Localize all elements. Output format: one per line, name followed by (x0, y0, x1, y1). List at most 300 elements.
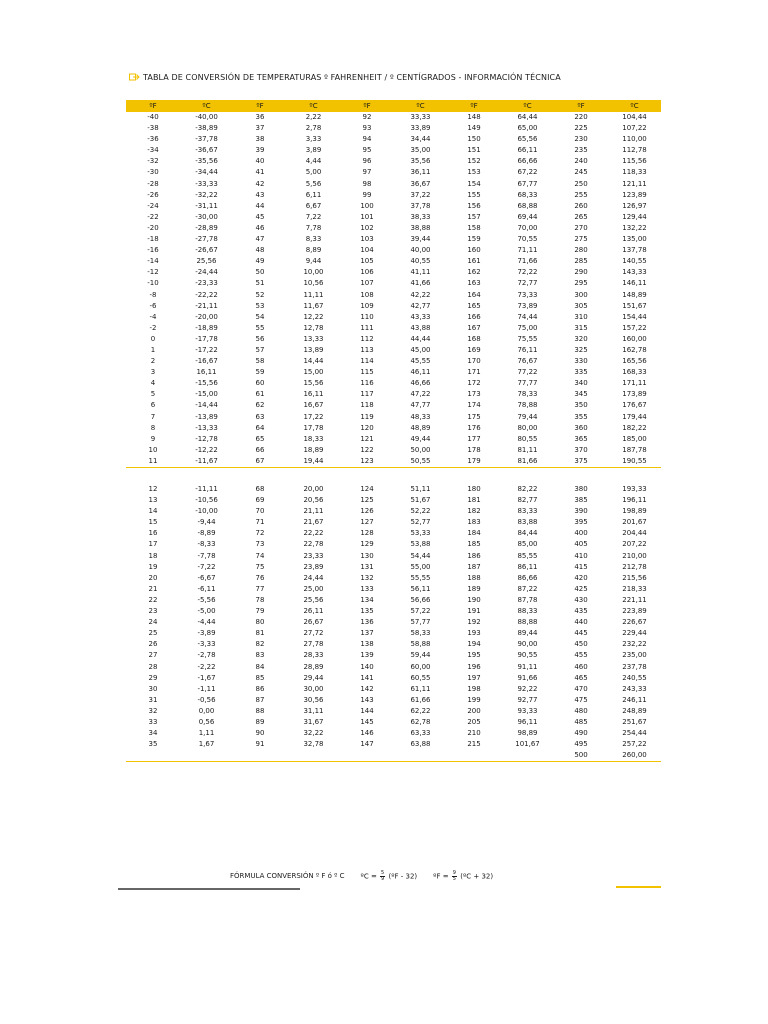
cell-celsius: 20,00 (303, 485, 324, 493)
cell-celsius: 121,11 (622, 179, 647, 188)
cell-celsius: 52,22 (410, 507, 431, 516)
cell-fahrenheit: 166 (467, 312, 481, 321)
cell-celsius: -12,78 (195, 434, 218, 443)
fraction-numerator: 9 (452, 869, 456, 876)
cell-celsius: 87,78 (517, 595, 538, 604)
cell-fahrenheit: 10 (148, 445, 158, 454)
cell-celsius: -14,44 (195, 401, 218, 410)
header-fahrenheit: ºF (447, 100, 501, 112)
cell-fahrenheit: 185 (467, 540, 481, 549)
cell-fahrenheit: 36 (255, 113, 265, 121)
cell-fahrenheit: 129 (360, 540, 374, 549)
table-row (126, 412, 661, 423)
header-celsius: ºC (608, 100, 661, 112)
cell-fahrenheit: 12 (148, 485, 158, 493)
cell-fahrenheit: 90 (255, 729, 265, 738)
cell-celsius: 16,67 (303, 401, 324, 410)
cell-celsius: 31,67 (303, 717, 324, 726)
cell-fahrenheit: 265 (574, 212, 588, 221)
cell-celsius: 3,89 (305, 146, 322, 155)
table-row (126, 301, 661, 312)
cell-fahrenheit: 132 (360, 573, 374, 582)
cell-celsius: 2,78 (305, 124, 322, 133)
cell-celsius: 84,44 (517, 529, 538, 538)
cell-celsius: -13,33 (195, 423, 218, 432)
cell-celsius: -7,22 (197, 562, 216, 571)
cell-celsius: 46,66 (410, 379, 431, 388)
table-row (126, 290, 661, 301)
cell-celsius: 5,00 (305, 168, 322, 177)
cell-fahrenheit: 193 (467, 629, 481, 638)
cell-fahrenheit: 89 (255, 717, 265, 726)
cell-celsius: 207,22 (622, 540, 647, 549)
cell-fahrenheit: -36 (147, 135, 159, 144)
cell-fahrenheit: 121 (360, 434, 374, 443)
cell-fahrenheit: 26 (148, 640, 158, 649)
cell-celsius: 29,44 (303, 673, 324, 682)
cell-celsius: 51,11 (410, 485, 431, 493)
cell-fahrenheit: 34 (148, 729, 158, 738)
cell-fahrenheit: 400 (574, 529, 588, 538)
cell-fahrenheit: 180 (467, 485, 481, 493)
cell-fahrenheit: 490 (574, 729, 588, 738)
cell-celsius: -34,44 (195, 168, 218, 177)
cell-celsius: 171,11 (622, 379, 647, 388)
cell-celsius: 48,89 (410, 423, 431, 432)
cell-celsius: 85,55 (517, 551, 538, 560)
cell-celsius: 83,33 (517, 507, 538, 516)
cell-fahrenheit: 32 (148, 706, 158, 715)
cell-fahrenheit: -12 (147, 268, 159, 277)
cell-fahrenheit (233, 750, 287, 762)
cell-fahrenheit: 350 (574, 401, 588, 410)
header-celsius: ºC (394, 100, 447, 112)
cell-fahrenheit: 52 (255, 290, 265, 299)
cell-fahrenheit: 19 (148, 562, 158, 571)
cell-celsius: 78,88 (517, 401, 538, 410)
cell-celsius: 47,77 (410, 401, 431, 410)
cell-celsius: 53,88 (410, 540, 431, 549)
cell-celsius: 7,78 (305, 223, 322, 232)
cell-celsius: 86,66 (517, 573, 538, 582)
cell-celsius: 65,56 (517, 135, 538, 144)
cell-fahrenheit: 144 (360, 706, 374, 715)
cell-celsius: 40,55 (410, 257, 431, 266)
formula-f-prefix: ºF = (433, 872, 449, 880)
cell-celsius: 112,78 (622, 146, 647, 155)
cell-celsius: 10,00 (303, 268, 324, 277)
table-row (126, 356, 661, 367)
cell-fahrenheit: 35 (148, 740, 158, 749)
cell-fahrenheit: 6 (150, 401, 156, 410)
cell-fahrenheit: 13 (148, 496, 158, 505)
fraction-numerator: 5 (381, 869, 385, 876)
cell-celsius: 63,88 (410, 740, 431, 749)
cell-celsius: 179,44 (622, 412, 647, 421)
cell-celsius: 80,00 (517, 423, 538, 432)
cell-celsius: 254,44 (622, 729, 647, 738)
cell-celsius: -24,44 (195, 268, 218, 277)
cell-celsius: 17,78 (303, 423, 324, 432)
table-row (126, 334, 661, 345)
cell-fahrenheit: 295 (574, 279, 588, 288)
cell-fahrenheit: 168 (467, 334, 481, 343)
cell-celsius: 248,89 (622, 706, 647, 715)
cell-celsius: 22,78 (303, 540, 324, 549)
cell-fahrenheit: 105 (360, 257, 374, 266)
cell-celsius: 40,00 (410, 246, 431, 255)
cell-celsius: 73,33 (517, 290, 538, 299)
cell-celsius: 246,11 (622, 695, 647, 704)
cell-celsius: 16,11 (303, 390, 324, 399)
cell-celsius: -13,89 (195, 412, 218, 421)
cell-celsius: 118,33 (622, 168, 647, 177)
conversion-table-1 (126, 100, 661, 468)
cell-fahrenheit: 135 (360, 607, 374, 616)
cell-celsius: 140,55 (622, 257, 647, 266)
cell-fahrenheit: 195 (467, 651, 481, 660)
cell-fahrenheit: 147 (360, 740, 374, 749)
cell-fahrenheit: 110 (360, 312, 374, 321)
cell-fahrenheit: 310 (574, 312, 588, 321)
cell-fahrenheit: 183 (467, 518, 481, 527)
cell-celsius: 48,33 (410, 412, 431, 421)
cell-fahrenheit: 410 (574, 551, 588, 560)
cell-fahrenheit: 395 (574, 518, 588, 527)
cell-celsius: 82,77 (517, 496, 538, 505)
cell-fahrenheit: 485 (574, 717, 588, 726)
cell-celsius: 72,22 (517, 268, 538, 277)
cell-fahrenheit: 126 (360, 507, 374, 516)
cell-fahrenheit: 158 (467, 223, 481, 232)
cell-celsius: 58,88 (410, 640, 431, 649)
cell-fahrenheit: 38 (255, 135, 265, 144)
cell-celsius: 232,22 (622, 640, 647, 649)
cell-fahrenheit: 69 (255, 496, 265, 505)
table-row (126, 750, 661, 762)
cell-fahrenheit: 56 (255, 334, 265, 343)
cell-fahrenheit: 92 (362, 113, 372, 121)
table-row (126, 112, 661, 123)
header-celsius: ºC (501, 100, 554, 112)
cell-celsius: 93,33 (517, 706, 538, 715)
cell-fahrenheit: 325 (574, 345, 588, 354)
cell-fahrenheit (447, 750, 501, 762)
table-row (126, 573, 661, 584)
cell-celsius: 35,00 (410, 146, 431, 155)
cell-fahrenheit: -16 (147, 246, 159, 255)
cell-celsius: 13,89 (303, 345, 324, 354)
cell-celsius: 137,78 (622, 246, 647, 255)
table-row (126, 223, 661, 234)
cell-celsius: 66,66 (517, 157, 538, 166)
cell-fahrenheit: 22 (148, 595, 158, 604)
cell-fahrenheit: 305 (574, 301, 588, 310)
cell-celsius: 15,00 (303, 368, 324, 377)
cell-celsius: 30,00 (303, 684, 324, 693)
cell-fahrenheit: -6 (149, 301, 157, 310)
cell-fahrenheit: 140 (360, 662, 374, 671)
cell-fahrenheit: 54 (255, 312, 265, 321)
cell-celsius: -3,33 (197, 640, 216, 649)
cell-fahrenheit: 470 (574, 684, 588, 693)
cell-fahrenheit: 415 (574, 562, 588, 571)
cell-celsius: 12,22 (303, 312, 324, 321)
cell-celsius: 26,67 (303, 618, 324, 627)
cell-celsius: -26,67 (195, 246, 218, 255)
table-row (126, 278, 661, 289)
cell-fahrenheit: 181 (467, 496, 481, 505)
cell-fahrenheit: 150 (467, 135, 481, 144)
cell-celsius: 90,55 (517, 651, 538, 660)
cell-fahrenheit: 4 (150, 379, 156, 388)
cell-celsius: 10,56 (303, 279, 324, 288)
cell-fahrenheit: 189 (467, 584, 481, 593)
cell-fahrenheit: 93 (362, 124, 372, 133)
table-row (126, 628, 661, 639)
cell-fahrenheit: 176 (467, 423, 481, 432)
cell-fahrenheit: 191 (467, 607, 481, 616)
table-row (126, 717, 661, 728)
cell-celsius: 115,56 (622, 157, 647, 166)
cell-celsius: 212,78 (622, 562, 647, 571)
cell-fahrenheit: 197 (467, 673, 481, 682)
cell-fahrenheit: 151 (467, 146, 481, 155)
cell-celsius: 66,11 (517, 146, 538, 155)
cell-celsius: 67,22 (517, 168, 538, 177)
cell-celsius: 235,00 (622, 651, 647, 660)
cell-fahrenheit: 125 (360, 496, 374, 505)
footer-rule-left (118, 888, 300, 890)
cell-celsius: 47,22 (410, 390, 431, 399)
cell-celsius: 51,67 (410, 496, 431, 505)
cell-fahrenheit: 450 (574, 640, 588, 649)
cell-celsius: 70,00 (517, 223, 538, 232)
cell-fahrenheit: 178 (467, 445, 481, 454)
cell-fahrenheit: 138 (360, 640, 374, 649)
cell-celsius: 25,56 (303, 595, 324, 604)
cell-fahrenheit: 85 (255, 673, 265, 682)
cell-fahrenheit: 250 (574, 179, 588, 188)
cell-celsius: 54,44 (410, 551, 431, 560)
cell-celsius: -5,56 (197, 595, 216, 604)
table-row (126, 662, 661, 673)
header-fahrenheit: ºF (340, 100, 394, 112)
cell-celsius: 30,56 (303, 695, 324, 704)
cell-fahrenheit: 5 (150, 390, 156, 399)
cell-fahrenheit: 360 (574, 423, 588, 432)
cell-fahrenheit: 155 (467, 190, 481, 199)
cell-celsius: 28,33 (303, 651, 324, 660)
cell-fahrenheit: 275 (574, 235, 588, 244)
cell-fahrenheit: 385 (574, 496, 588, 505)
cell-celsius: 104,44 (622, 113, 647, 121)
cell-fahrenheit: 66 (255, 445, 265, 454)
cell-fahrenheit: 480 (574, 706, 588, 715)
cell-celsius: 157,22 (622, 323, 647, 332)
cell-fahrenheit: 165 (467, 301, 481, 310)
cell-celsius: -2,22 (197, 662, 216, 671)
cell-celsius: 53,33 (410, 529, 431, 538)
cell-fahrenheit: 70 (255, 507, 265, 516)
table-row (126, 539, 661, 550)
cell-celsius: 75,00 (517, 323, 538, 332)
table-row (126, 595, 661, 606)
cell-fahrenheit: 33 (148, 717, 158, 726)
cell-fahrenheit: 425 (574, 584, 588, 593)
header-fahrenheit: ºF (554, 100, 608, 112)
formula-c-prefix: ºC = (360, 872, 377, 880)
cell-celsius: 21,67 (303, 518, 324, 527)
cell-fahrenheit: 162 (467, 268, 481, 277)
cell-celsius: -6,67 (197, 573, 216, 582)
table-row (126, 456, 661, 468)
cell-celsius: 160,00 (622, 334, 647, 343)
cell-celsius: 45,00 (410, 345, 431, 354)
cell-celsius: 33,89 (410, 124, 431, 133)
cell-celsius: 15,56 (303, 379, 324, 388)
cell-celsius: 11,67 (303, 301, 324, 310)
cell-fahrenheit: -8 (149, 290, 157, 299)
cell-fahrenheit: 164 (467, 290, 481, 299)
cell-celsius: 22,22 (303, 529, 324, 538)
cell-fahrenheit: 87 (255, 695, 265, 704)
cell-celsius: 3,33 (305, 135, 322, 144)
cell-fahrenheit: -20 (147, 223, 159, 232)
cell-fahrenheit: 106 (360, 268, 374, 277)
cell-fahrenheit: 117 (360, 390, 374, 399)
cell-fahrenheit: 127 (360, 518, 374, 527)
cell-fahrenheit: 103 (360, 235, 374, 244)
cell-fahrenheit: 170 (467, 357, 481, 366)
cell-celsius: 19,44 (287, 456, 340, 468)
cell-fahrenheit: 146 (360, 729, 374, 738)
cell-fahrenheit: 430 (574, 595, 588, 604)
cell-celsius: 107,22 (622, 124, 647, 133)
cell-fahrenheit: 111 (360, 323, 374, 332)
cell-celsius: 86,11 (517, 562, 538, 571)
table-row (126, 389, 661, 400)
cell-fahrenheit: 11 (126, 456, 180, 468)
cell-fahrenheit: 62 (255, 401, 265, 410)
cell-fahrenheit: 59 (255, 368, 265, 377)
cell-celsius: 215,56 (622, 573, 647, 582)
fraction-9-5 (452, 871, 457, 882)
cell-celsius: -11,11 (195, 485, 218, 493)
cell-celsius: 9,44 (305, 257, 322, 266)
cell-celsius: 229,44 (622, 629, 647, 638)
cell-celsius: 237,78 (622, 662, 647, 671)
cell-celsius: -21,11 (195, 301, 218, 310)
cell-celsius: 218,33 (622, 584, 647, 593)
table-row (126, 234, 661, 245)
cell-fahrenheit: 55 (255, 323, 265, 332)
cell-fahrenheit: -40 (147, 113, 159, 121)
cell-celsius: 60,55 (410, 673, 431, 682)
cell-celsius: 0,00 (198, 706, 215, 715)
cell-fahrenheit: 79 (255, 607, 265, 616)
cell-fahrenheit: 280 (574, 246, 588, 255)
cell-fahrenheit: 101 (360, 212, 374, 221)
cell-celsius: 18,33 (303, 434, 324, 443)
cell-celsius: 44,44 (410, 334, 431, 343)
cell-celsius: 31,11 (303, 706, 324, 715)
cell-fahrenheit: 104 (360, 246, 374, 255)
cell-fahrenheit: 45 (255, 212, 265, 221)
cell-celsius (394, 750, 447, 762)
cell-celsius: 123,89 (622, 190, 647, 199)
cell-fahrenheit: 465 (574, 673, 588, 682)
cell-fahrenheit: 97 (362, 168, 372, 177)
cell-fahrenheit: 17 (148, 540, 158, 549)
cell-fahrenheit: 73 (255, 540, 265, 549)
cell-celsius: 6,67 (305, 201, 322, 210)
cell-fahrenheit: 118 (360, 401, 374, 410)
cell-celsius: 81,11 (517, 445, 538, 454)
table-row (126, 190, 661, 201)
table-row (126, 345, 661, 356)
fraction-denominator: 9 (381, 875, 385, 882)
cell-celsius: 39,44 (410, 235, 431, 244)
cell-fahrenheit: 137 (360, 629, 374, 638)
cell-celsius: -6,11 (197, 584, 216, 593)
cell-fahrenheit: 75 (255, 562, 265, 571)
header-fahrenheit: ºF (126, 100, 180, 112)
cell-fahrenheit: 152 (467, 157, 481, 166)
table-row (126, 606, 661, 617)
cell-celsius: -28,89 (195, 223, 218, 232)
cell-fahrenheit (126, 750, 180, 762)
cell-fahrenheit: 71 (255, 518, 265, 527)
cell-fahrenheit: -26 (147, 190, 159, 199)
cell-celsius: 198,89 (622, 507, 647, 516)
cell-fahrenheit: 163 (467, 279, 481, 288)
cell-celsius: 71,11 (517, 246, 538, 255)
cell-fahrenheit: 210 (467, 729, 481, 738)
cell-fahrenheit: -32 (147, 157, 159, 166)
cell-celsius: 1,11 (198, 729, 215, 738)
cell-celsius: 57,22 (410, 607, 431, 616)
cell-fahrenheit: 186 (467, 551, 481, 560)
cell-fahrenheit: 49 (255, 257, 265, 266)
cell-fahrenheit: 255 (574, 190, 588, 199)
cell-fahrenheit: 142 (360, 684, 374, 693)
cell-celsius: 151,67 (622, 301, 647, 310)
cell-fahrenheit: 37 (255, 124, 265, 133)
cell-celsius: 85,00 (517, 540, 538, 549)
cell-fahrenheit: 157 (467, 212, 481, 221)
conversion-table-wrap (126, 100, 660, 762)
cell-celsius: 126,97 (622, 201, 647, 210)
table-row (126, 584, 661, 595)
cell-celsius: 88,33 (517, 607, 538, 616)
cell-fahrenheit: 27 (148, 651, 158, 660)
cell-fahrenheit: 113 (360, 345, 374, 354)
cell-celsius: -7,78 (197, 551, 216, 560)
cell-fahrenheit: 143 (360, 695, 374, 704)
cell-fahrenheit: 355 (574, 412, 588, 421)
cell-celsius: 23,89 (303, 562, 324, 571)
formula-f-suffix: (ºC + 32) (460, 872, 494, 880)
cell-celsius: 1,67 (198, 740, 215, 749)
cell-fahrenheit: 225 (574, 124, 588, 133)
cell-celsius: 182,22 (622, 423, 647, 432)
cell-fahrenheit: 475 (574, 695, 588, 704)
cell-fahrenheit: 25 (148, 629, 158, 638)
cell-celsius: -30,00 (195, 212, 218, 221)
cell-fahrenheit: 0 (150, 334, 156, 343)
cell-fahrenheit: 7 (150, 412, 156, 421)
